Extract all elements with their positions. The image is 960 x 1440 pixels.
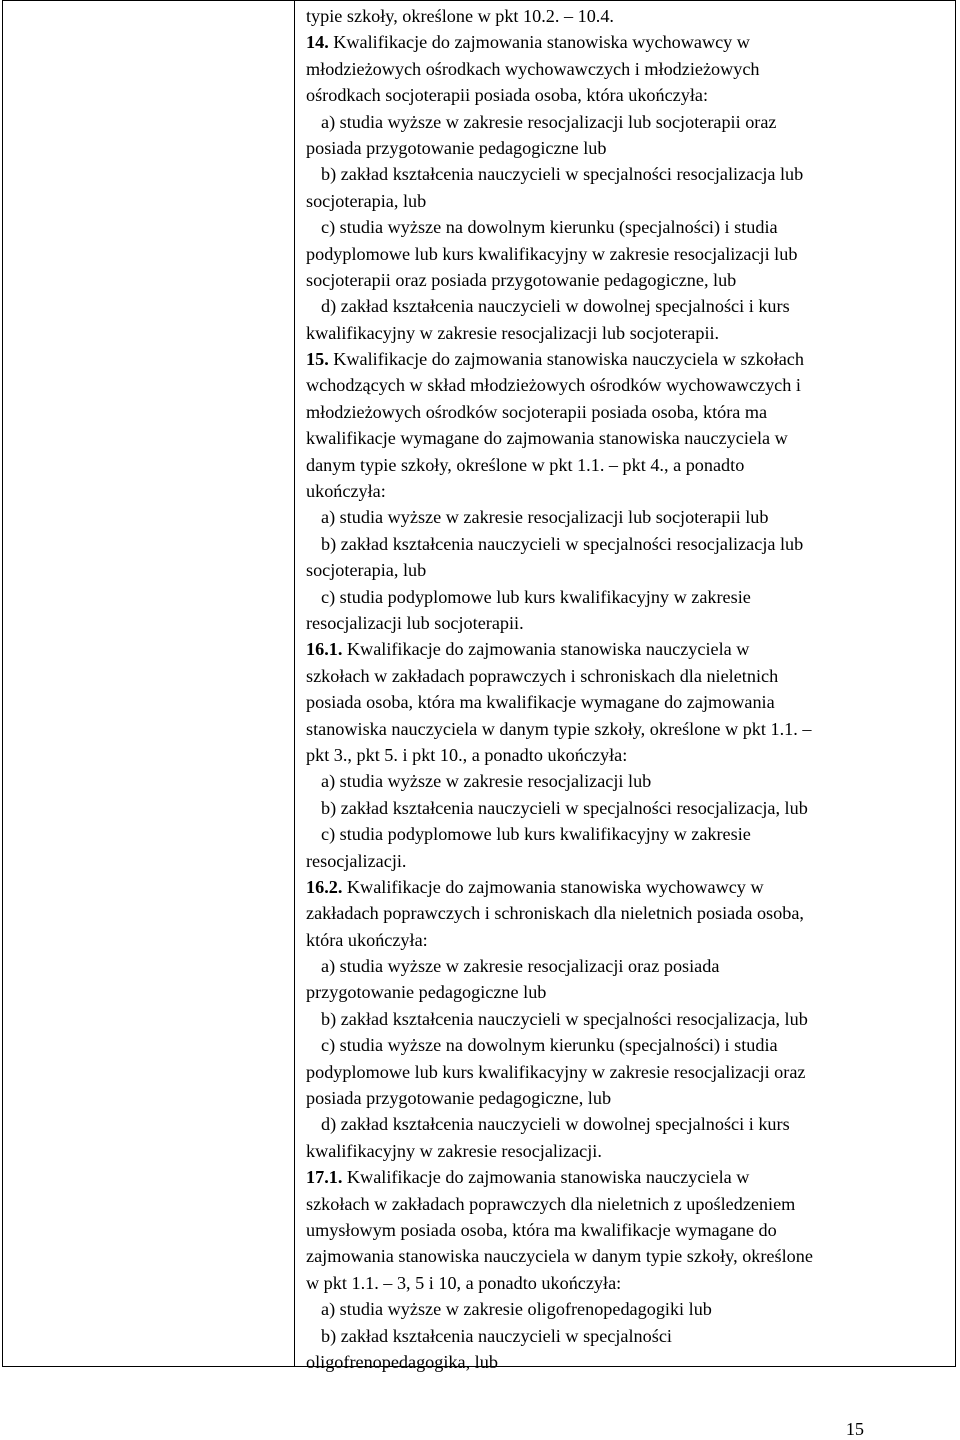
text-line [306,900,946,926]
line-text: socjoterapii oraz posiada przygotowanie pedagogiczne, lub [306,269,737,290]
text-line [306,1217,946,1243]
text-line [306,214,946,240]
line-text: socjoterapia, lub [306,190,427,211]
text-line [306,452,946,478]
text-line [306,504,946,530]
text-line [306,56,946,82]
line-text: posiada przygotowanie pedagogiczne lub [306,137,607,158]
line-text: Kwalifikacje do zajmowania stanowiska wychowawcy w [342,876,764,897]
section-heading-line [306,29,946,55]
line-text: c) studia podyplomowe lub kurs kwalifikacyjny w zakresie [321,824,751,845]
line-text: młodzieżowych ośrodkach wychowawczych i młodzieżowych [306,58,760,79]
line-text: szkołach w zakładach poprawczych dla nieletnich z upośledzeniem [306,1193,796,1214]
line-text: b) zakład kształcenia nauczycieli w specjalności resocjalizacja lub [321,533,804,554]
section-number: 16.2. [306,876,343,897]
line-text: resocjalizacji. [306,850,407,871]
line-text: Kwalifikacje do zajmowania stanowiska nauczyciela w szkołach [328,349,804,370]
text-line [306,372,946,398]
text-line [306,689,946,715]
text-line [306,241,946,267]
text-line [306,293,946,319]
line-text: wchodzących w skład młodzieżowych ośrodków wychowawczych i [306,375,801,396]
text-line [306,1006,946,1032]
line-text: b) zakład kształcenia nauczycieli w specjalności resocjalizacja, lub [321,797,808,818]
text-line [306,267,946,293]
line-text: przygotowanie pedagogiczne lub [306,982,547,1003]
line-text: c) studia wyższe na dowolnym kierunku (specjalności) i studia [321,1035,778,1056]
section-number: 17.1. [306,1167,343,1188]
text-line [306,1111,946,1137]
line-text: Kwalifikacje do zajmowania stanowiska wychowawcy w [328,32,750,53]
line-text: a) studia wyższe w zakresie resocjalizacji oraz posiada [321,956,720,977]
line-text: kwalifikacje wymagane do zajmowania stanowiska nauczyciela w [306,428,788,449]
document-content [306,3,946,1375]
text-line [306,399,946,425]
text-line [306,478,946,504]
section-number: 16.1. [306,639,343,660]
text-line [306,979,946,1005]
text-line [306,610,946,636]
line-text: Kwalifikacje do zajmowania stanowiska nauczyciela w [342,639,750,660]
line-text: zajmowania stanowiska nauczyciela w danym typie szkoły, określone [306,1246,813,1267]
line-text: szkołach w zakładach poprawczych i schroniskach dla nieletnich [306,665,779,686]
text-line [306,1270,946,1296]
text-line [306,188,946,214]
line-text: oligofrenopedagogika, lub [306,1351,498,1372]
line-text: b) zakład kształcenia nauczycieli w specjalności [321,1325,672,1346]
text-line [306,953,946,979]
text-line [306,584,946,610]
text-line [306,1323,946,1349]
line-text: posiada osoba, która ma kwalifikacje wymagane do zajmowania [306,692,775,713]
text-line [306,1059,946,1085]
line-text: ośrodkach socjoterapii posiada osoba, która ukończyła: [306,85,709,106]
text-line [306,716,946,742]
line-text: stanowiska nauczyciela w danym typie szkoły, określone w pkt 1.1. – [306,718,812,739]
section-number: 15. [306,349,329,370]
line-text: a) studia wyższe w zakresie resocjalizacji lub [321,771,652,792]
line-text: a) studia wyższe w zakresie oligofrenopedagogiki lub [321,1299,712,1320]
line-text: danym typie szkoły, określone w pkt 1.1. – pkt 4., a ponadto [306,454,745,475]
line-text: ukończyła: [306,481,386,502]
text-line [306,1191,946,1217]
text-line [306,531,946,557]
text-line [306,1138,946,1164]
text-line [306,848,946,874]
text-line [306,82,946,108]
line-text: d) zakład kształcenia nauczycieli w dowolnej specjalności i kurs [321,296,790,317]
text-line [306,1085,946,1111]
text-line [306,742,946,768]
line-text: młodzieżowych ośrodków socjoterapii posiada osoba, która ma [306,401,768,422]
section-heading-line [306,874,946,900]
line-text: typie szkoły, określone w pkt 10.2. – 10.4. [306,6,614,26]
line-text: kwalifikacyjny w zakresie resocjalizacji lub socjoterapii. [306,322,720,343]
text-line [306,109,946,135]
text-line [306,3,946,29]
text-line [306,768,946,794]
line-text: a) studia wyższe w zakresie resocjalizacji lub socjoterapii oraz [321,111,777,132]
text-line [306,557,946,583]
text-line [306,821,946,847]
line-text: Kwalifikacje do zajmowania stanowiska nauczyciela w [342,1167,750,1188]
left-empty-cell [3,1,295,1366]
text-line [306,1349,946,1375]
text-line [306,135,946,161]
line-text: resocjalizacji lub socjoterapii. [306,612,524,633]
text-line [306,1296,946,1322]
line-text: b) zakład kształcenia nauczycieli w specjalności resocjalizacja, lub [321,1008,808,1029]
line-text: w pkt 1.1. – 3, 5 i 10, a ponadto ukończyła: [306,1272,622,1293]
text-line [306,161,946,187]
line-text: pkt 3., pkt 5. i pkt 10., a ponadto ukończyła: [306,744,628,765]
line-text: c) studia podyplomowe lub kurs kwalifikacyjny w zakresie [321,586,751,607]
line-text: kwalifikacyjny w zakresie resocjalizacji. [306,1140,602,1161]
text-line [306,320,946,346]
line-text: d) zakład kształcenia nauczycieli w dowolnej specjalności i kurs [321,1114,790,1135]
section-heading-line [306,346,946,372]
text-line [306,795,946,821]
line-text: socjoterapia, lub [306,560,427,581]
line-text: która ukończyła: [306,929,428,950]
line-text: c) studia wyższe na dowolnym kierunku (specjalności) i studia [321,217,778,238]
line-text: podyplomowe lub kurs kwalifikacyjny w zakresie resocjalizacji lub [306,243,798,264]
line-text: zakładach poprawczych i schroniskach dla nieletnich posiada osoba, [306,903,804,924]
line-text: umysłowym posiada osoba, która ma kwalifikacje wymagane do [306,1219,777,1240]
section-heading-line [306,636,946,662]
section-number: 14. [306,32,329,53]
line-text: b) zakład kształcenia nauczycieli w specjalności resocjalizacja lub [321,164,804,185]
text-line [306,1032,946,1058]
line-text: a) studia wyższe w zakresie resocjalizacji lub socjoterapii lub [321,507,769,528]
text-line [306,663,946,689]
page-number: 15 [845,1419,864,1439]
line-text: podyplomowe lub kurs kwalifikacyjny w zakresie resocjalizacji oraz [306,1061,806,1082]
text-line [306,425,946,451]
text-line [306,1243,946,1269]
section-heading-line [306,1164,946,1190]
text-line [306,927,946,953]
line-text: posiada przygotowanie pedagogiczne, lub [306,1088,612,1109]
